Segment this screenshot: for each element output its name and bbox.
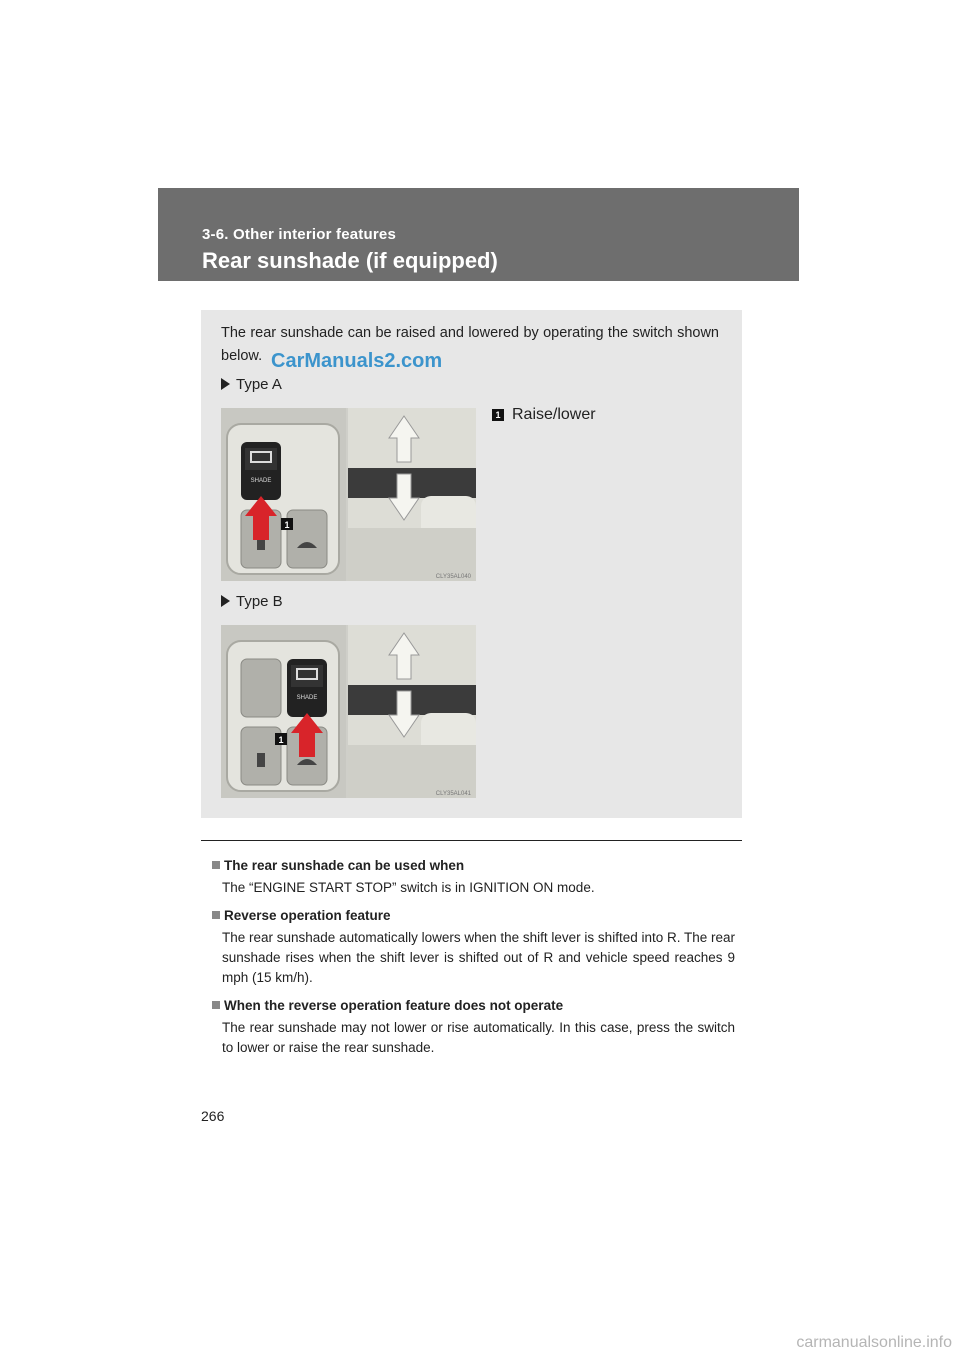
page-number: 266 xyxy=(201,1108,225,1124)
note-body: The “ENGINE START STOP” switch is in IGNITION ON mode. xyxy=(222,880,595,895)
note-heading: The rear sunshade can be used when xyxy=(212,858,735,873)
callout-num-b: 1 xyxy=(278,735,284,745)
section-label: 3-6. Other interior features xyxy=(202,226,396,243)
section-divider xyxy=(201,840,742,841)
photo-code-a: CLY35AL040 xyxy=(435,574,471,580)
note-heading: When the reverse operation feature does not operate xyxy=(212,998,735,1013)
note-body: The rear sunshade may not lower or rise automatically. In this case, press the switch to lower or raise the rear sunshade. xyxy=(222,1020,735,1055)
square-bullet-icon xyxy=(212,861,220,869)
photo-code-b: CLY35AL041 xyxy=(435,791,471,797)
site-watermark: carmanualsonline.info xyxy=(796,1334,952,1351)
notes-section xyxy=(212,858,735,1068)
shade-button-text-b: SHADE xyxy=(296,695,318,701)
legend-label: Raise/lower xyxy=(512,406,596,423)
legend-raise-lower xyxy=(492,406,596,424)
intro-text: The rear sunshade can be raised and lowered by operating the switch shown below. xyxy=(221,325,719,364)
note-heading: Reverse operation feature xyxy=(212,908,735,923)
photo-type-a xyxy=(221,408,476,581)
type-b-label: Type B xyxy=(221,593,283,610)
photo-type-b xyxy=(221,625,476,798)
type-a-label: Type A xyxy=(221,376,282,393)
legend-num-badge: 1 xyxy=(492,409,504,421)
square-bullet-icon xyxy=(212,1001,220,1009)
shade-button-text-a: SHADE xyxy=(250,478,272,484)
switch-panel-illustration-b xyxy=(221,625,476,798)
section-header xyxy=(158,188,799,281)
callout-num-a: 1 xyxy=(284,520,290,530)
instruction-box xyxy=(201,310,742,818)
triangle-bullet-icon xyxy=(221,378,230,390)
page-title: Rear sunshade (if equipped) xyxy=(202,248,498,273)
triangle-bullet-icon xyxy=(221,595,230,607)
square-bullet-icon xyxy=(212,911,220,919)
overlay-watermark: CarManuals2.com xyxy=(271,350,443,372)
switch-panel-illustration-a xyxy=(221,408,476,581)
note-body: The rear sunshade automatically lowers when the shift lever is shifted into R. The rear sunshade rises when the shift lever is shifted out of R and vehicle speed reaches 9 mph (15 km/h). xyxy=(222,930,735,985)
